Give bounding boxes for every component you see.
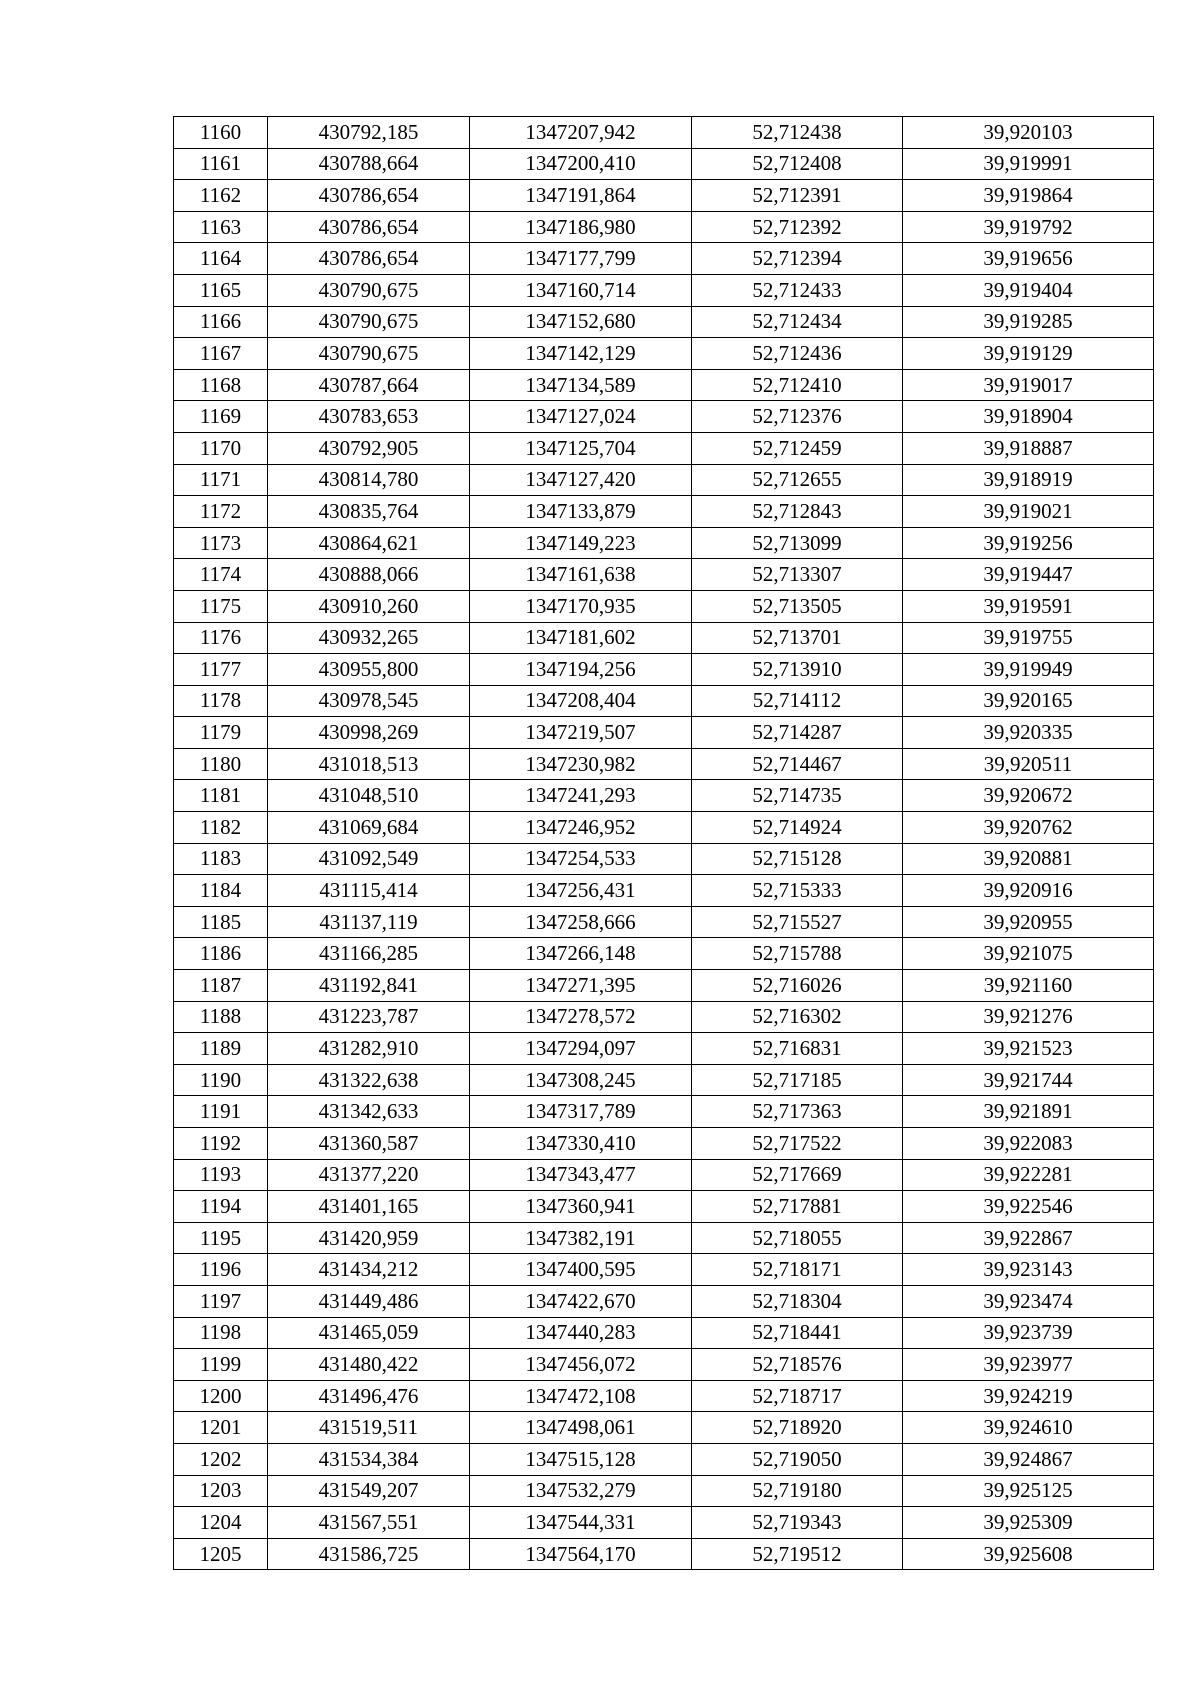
latitude-cell: 52,716026 [692,970,903,1002]
latitude-cell: 52,718055 [692,1222,903,1254]
table-row [174,1507,1154,1539]
x-coordinate-cell: 430788,664 [268,148,470,180]
x-coordinate-cell: 430998,269 [268,717,470,749]
y-coordinate-cell: 1347258,666 [470,906,692,938]
x-coordinate-cell: 431360,587 [268,1128,470,1160]
point-number-cell: 1204 [174,1507,268,1539]
table-row [174,1285,1154,1317]
table-row [174,1349,1154,1381]
table-row [174,1380,1154,1412]
x-coordinate-cell: 430814,780 [268,464,470,496]
x-coordinate-cell: 430910,260 [268,590,470,622]
x-coordinate-cell: 431166,285 [268,938,470,970]
table-row [174,812,1154,844]
y-coordinate-cell: 1347544,331 [470,1507,692,1539]
latitude-cell: 52,718576 [692,1349,903,1381]
longitude-cell: 39,924219 [903,1380,1154,1412]
longitude-cell: 39,920881 [903,843,1154,875]
table-row [174,1412,1154,1444]
point-number-cell: 1192 [174,1128,268,1160]
point-number-cell: 1180 [174,748,268,780]
longitude-cell: 39,922867 [903,1222,1154,1254]
x-coordinate-cell: 431092,549 [268,843,470,875]
x-coordinate-cell: 431496,476 [268,1380,470,1412]
y-coordinate-cell: 1347564,170 [470,1538,692,1570]
point-number-cell: 1173 [174,527,268,559]
latitude-cell: 52,719512 [692,1538,903,1570]
y-coordinate-cell: 1347177,799 [470,243,692,275]
latitude-cell: 52,717669 [692,1159,903,1191]
y-coordinate-cell: 1347498,061 [470,1412,692,1444]
point-number-cell: 1166 [174,306,268,338]
point-number-cell: 1190 [174,1064,268,1096]
latitude-cell: 52,712655 [692,464,903,496]
latitude-cell: 52,712438 [692,117,903,149]
table-row [174,211,1154,243]
table-row [174,1317,1154,1349]
x-coordinate-cell: 431586,725 [268,1538,470,1570]
latitude-cell: 52,715527 [692,906,903,938]
point-number-cell: 1168 [174,369,268,401]
x-coordinate-cell: 431567,551 [268,1507,470,1539]
longitude-cell: 39,924867 [903,1443,1154,1475]
longitude-cell: 39,921523 [903,1033,1154,1065]
x-coordinate-cell: 430792,185 [268,117,470,149]
table-row [174,1191,1154,1223]
longitude-cell: 39,923739 [903,1317,1154,1349]
point-number-cell: 1167 [174,338,268,370]
latitude-cell: 52,714924 [692,812,903,844]
latitude-cell: 52,717522 [692,1128,903,1160]
latitude-cell: 52,715333 [692,875,903,907]
point-number-cell: 1203 [174,1475,268,1507]
longitude-cell: 39,919129 [903,338,1154,370]
latitude-cell: 52,718920 [692,1412,903,1444]
point-number-cell: 1178 [174,685,268,717]
longitude-cell: 39,919256 [903,527,1154,559]
y-coordinate-cell: 1347246,952 [470,812,692,844]
longitude-cell: 39,920511 [903,748,1154,780]
x-coordinate-cell: 431534,384 [268,1443,470,1475]
latitude-cell: 52,718441 [692,1317,903,1349]
x-coordinate-cell: 430955,800 [268,654,470,686]
x-coordinate-cell: 430835,764 [268,496,470,528]
latitude-cell: 52,714735 [692,780,903,812]
y-coordinate-cell: 1347254,533 [470,843,692,875]
point-number-cell: 1165 [174,274,268,306]
longitude-cell: 39,918904 [903,401,1154,433]
x-coordinate-cell: 431282,910 [268,1033,470,1065]
longitude-cell: 39,919021 [903,496,1154,528]
latitude-cell: 52,713099 [692,527,903,559]
longitude-cell: 39,923977 [903,1349,1154,1381]
longitude-cell: 39,923143 [903,1254,1154,1286]
latitude-cell: 52,712433 [692,274,903,306]
y-coordinate-cell: 1347125,704 [470,432,692,464]
point-number-cell: 1193 [174,1159,268,1191]
point-number-cell: 1162 [174,180,268,212]
longitude-cell: 39,921160 [903,970,1154,1002]
x-coordinate-cell: 431519,511 [268,1412,470,1444]
point-number-cell: 1201 [174,1412,268,1444]
y-coordinate-cell: 1347241,293 [470,780,692,812]
longitude-cell: 39,919447 [903,559,1154,591]
x-coordinate-cell: 430787,664 [268,369,470,401]
y-coordinate-cell: 1347230,982 [470,748,692,780]
point-number-cell: 1163 [174,211,268,243]
longitude-cell: 39,919285 [903,306,1154,338]
longitude-cell: 39,922281 [903,1159,1154,1191]
y-coordinate-cell: 1347515,128 [470,1443,692,1475]
x-coordinate-cell: 430786,654 [268,243,470,275]
coordinates-table-body [174,117,1154,1570]
table-row [174,685,1154,717]
latitude-cell: 52,719050 [692,1443,903,1475]
x-coordinate-cell: 431377,220 [268,1159,470,1191]
point-number-cell: 1170 [174,432,268,464]
x-coordinate-cell: 430790,675 [268,306,470,338]
table-row [174,1128,1154,1160]
point-number-cell: 1188 [174,1001,268,1033]
y-coordinate-cell: 1347152,680 [470,306,692,338]
longitude-cell: 39,920103 [903,117,1154,149]
longitude-cell: 39,919864 [903,180,1154,212]
longitude-cell: 39,920165 [903,685,1154,717]
x-coordinate-cell: 430792,905 [268,432,470,464]
x-coordinate-cell: 431420,959 [268,1222,470,1254]
point-number-cell: 1191 [174,1096,268,1128]
table-row [174,369,1154,401]
table-row [174,590,1154,622]
point-number-cell: 1160 [174,117,268,149]
x-coordinate-cell: 431401,165 [268,1191,470,1223]
table-row [174,1443,1154,1475]
y-coordinate-cell: 1347219,507 [470,717,692,749]
point-number-cell: 1177 [174,654,268,686]
table-row [174,148,1154,180]
point-number-cell: 1169 [174,401,268,433]
table-row [174,1033,1154,1065]
y-coordinate-cell: 1347186,980 [470,211,692,243]
table-row [174,559,1154,591]
point-number-cell: 1175 [174,590,268,622]
longitude-cell: 39,919792 [903,211,1154,243]
latitude-cell: 52,713307 [692,559,903,591]
latitude-cell: 52,717881 [692,1191,903,1223]
longitude-cell: 39,924610 [903,1412,1154,1444]
latitude-cell: 52,714467 [692,748,903,780]
point-number-cell: 1172 [174,496,268,528]
table-row [174,1159,1154,1191]
y-coordinate-cell: 1347200,410 [470,148,692,180]
y-coordinate-cell: 1347161,638 [470,559,692,591]
latitude-cell: 52,715788 [692,938,903,970]
table-row [174,780,1154,812]
table-row [174,970,1154,1002]
point-number-cell: 1205 [174,1538,268,1570]
latitude-cell: 52,712392 [692,211,903,243]
y-coordinate-cell: 1347170,935 [470,590,692,622]
longitude-cell: 39,919591 [903,590,1154,622]
table-row [174,1001,1154,1033]
latitude-cell: 52,712436 [692,338,903,370]
longitude-cell: 39,918887 [903,432,1154,464]
x-coordinate-cell: 431449,486 [268,1285,470,1317]
x-coordinate-cell: 430783,653 [268,401,470,433]
x-coordinate-cell: 431192,841 [268,970,470,1002]
point-number-cell: 1194 [174,1191,268,1223]
table-row [174,274,1154,306]
longitude-cell: 39,921744 [903,1064,1154,1096]
table-row [174,1538,1154,1570]
longitude-cell: 39,925309 [903,1507,1154,1539]
table-row [174,1222,1154,1254]
point-number-cell: 1199 [174,1349,268,1381]
y-coordinate-cell: 1347294,097 [470,1033,692,1065]
y-coordinate-cell: 1347149,223 [470,527,692,559]
y-coordinate-cell: 1347271,395 [470,970,692,1002]
x-coordinate-cell: 430978,545 [268,685,470,717]
longitude-cell: 39,922546 [903,1191,1154,1223]
table-row [174,1254,1154,1286]
latitude-cell: 52,719343 [692,1507,903,1539]
point-number-cell: 1171 [174,464,268,496]
longitude-cell: 39,919991 [903,148,1154,180]
table-row [174,117,1154,149]
point-number-cell: 1186 [174,938,268,970]
point-number-cell: 1181 [174,780,268,812]
table-row [174,906,1154,938]
latitude-cell: 52,717185 [692,1064,903,1096]
latitude-cell: 52,716831 [692,1033,903,1065]
point-number-cell: 1196 [174,1254,268,1286]
longitude-cell: 39,921891 [903,1096,1154,1128]
longitude-cell: 39,920335 [903,717,1154,749]
longitude-cell: 39,919755 [903,622,1154,654]
longitude-cell: 39,919656 [903,243,1154,275]
point-number-cell: 1202 [174,1443,268,1475]
x-coordinate-cell: 431480,422 [268,1349,470,1381]
latitude-cell: 52,714112 [692,685,903,717]
point-number-cell: 1164 [174,243,268,275]
latitude-cell: 52,713910 [692,654,903,686]
y-coordinate-cell: 1347317,789 [470,1096,692,1128]
point-number-cell: 1182 [174,812,268,844]
y-coordinate-cell: 1347308,245 [470,1064,692,1096]
latitude-cell: 52,718717 [692,1380,903,1412]
latitude-cell: 52,718304 [692,1285,903,1317]
y-coordinate-cell: 1347422,670 [470,1285,692,1317]
x-coordinate-cell: 431137,119 [268,906,470,938]
table-row [174,243,1154,275]
y-coordinate-cell: 1347127,024 [470,401,692,433]
table-row [174,748,1154,780]
latitude-cell: 52,712391 [692,180,903,212]
table-row [174,401,1154,433]
longitude-cell: 39,925125 [903,1475,1154,1507]
table-row [174,622,1154,654]
y-coordinate-cell: 1347256,431 [470,875,692,907]
longitude-cell: 39,920672 [903,780,1154,812]
latitude-cell: 52,712408 [692,148,903,180]
x-coordinate-cell: 430790,675 [268,338,470,370]
latitude-cell: 52,712376 [692,401,903,433]
table-row [174,306,1154,338]
y-coordinate-cell: 1347160,714 [470,274,692,306]
y-coordinate-cell: 1347194,256 [470,654,692,686]
table-row [174,1475,1154,1507]
longitude-cell: 39,919949 [903,654,1154,686]
y-coordinate-cell: 1347127,420 [470,464,692,496]
x-coordinate-cell: 431223,787 [268,1001,470,1033]
latitude-cell: 52,714287 [692,717,903,749]
y-coordinate-cell: 1347133,879 [470,496,692,528]
x-coordinate-cell: 431465,059 [268,1317,470,1349]
longitude-cell: 39,922083 [903,1128,1154,1160]
y-coordinate-cell: 1347142,129 [470,338,692,370]
latitude-cell: 52,718171 [692,1254,903,1286]
point-number-cell: 1174 [174,559,268,591]
longitude-cell: 39,925608 [903,1538,1154,1570]
point-number-cell: 1187 [174,970,268,1002]
point-number-cell: 1198 [174,1317,268,1349]
longitude-cell: 39,921075 [903,938,1154,970]
x-coordinate-cell: 431115,414 [268,875,470,907]
longitude-cell: 39,920916 [903,875,1154,907]
y-coordinate-cell: 1347456,072 [470,1349,692,1381]
table-row [174,338,1154,370]
latitude-cell: 52,719180 [692,1475,903,1507]
latitude-cell: 52,712459 [692,432,903,464]
y-coordinate-cell: 1347382,191 [470,1222,692,1254]
table-row [174,1096,1154,1128]
y-coordinate-cell: 1347330,410 [470,1128,692,1160]
y-coordinate-cell: 1347360,941 [470,1191,692,1223]
table-row [174,654,1154,686]
y-coordinate-cell: 1347343,477 [470,1159,692,1191]
x-coordinate-cell: 430932,265 [268,622,470,654]
y-coordinate-cell: 1347278,572 [470,1001,692,1033]
x-coordinate-cell: 430864,621 [268,527,470,559]
x-coordinate-cell: 430888,066 [268,559,470,591]
x-coordinate-cell: 431048,510 [268,780,470,812]
longitude-cell: 39,920955 [903,906,1154,938]
coordinates-table [173,116,1154,1570]
y-coordinate-cell: 1347266,148 [470,938,692,970]
table-row [174,938,1154,970]
point-number-cell: 1176 [174,622,268,654]
x-coordinate-cell: 431434,212 [268,1254,470,1286]
table-row [174,843,1154,875]
latitude-cell: 52,712843 [692,496,903,528]
y-coordinate-cell: 1347532,279 [470,1475,692,1507]
latitude-cell: 52,713505 [692,590,903,622]
latitude-cell: 52,717363 [692,1096,903,1128]
table-row [174,875,1154,907]
point-number-cell: 1200 [174,1380,268,1412]
longitude-cell: 39,918919 [903,464,1154,496]
y-coordinate-cell: 1347181,602 [470,622,692,654]
longitude-cell: 39,921276 [903,1001,1154,1033]
point-number-cell: 1184 [174,875,268,907]
x-coordinate-cell: 431018,513 [268,748,470,780]
point-number-cell: 1197 [174,1285,268,1317]
latitude-cell: 52,713701 [692,622,903,654]
point-number-cell: 1179 [174,717,268,749]
latitude-cell: 52,712394 [692,243,903,275]
latitude-cell: 52,712410 [692,369,903,401]
point-number-cell: 1183 [174,843,268,875]
x-coordinate-cell: 430786,654 [268,211,470,243]
y-coordinate-cell: 1347400,595 [470,1254,692,1286]
table-row [174,496,1154,528]
y-coordinate-cell: 1347440,283 [470,1317,692,1349]
x-coordinate-cell: 431549,207 [268,1475,470,1507]
latitude-cell: 52,712434 [692,306,903,338]
y-coordinate-cell: 1347208,404 [470,685,692,717]
y-coordinate-cell: 1347472,108 [470,1380,692,1412]
x-coordinate-cell: 431322,638 [268,1064,470,1096]
x-coordinate-cell: 430790,675 [268,274,470,306]
table-row [174,717,1154,749]
latitude-cell: 52,715128 [692,843,903,875]
longitude-cell: 39,920762 [903,812,1154,844]
table-row [174,180,1154,212]
x-coordinate-cell: 430786,654 [268,180,470,212]
longitude-cell: 39,923474 [903,1285,1154,1317]
y-coordinate-cell: 1347207,942 [470,117,692,149]
x-coordinate-cell: 431069,684 [268,812,470,844]
x-coordinate-cell: 431342,633 [268,1096,470,1128]
point-number-cell: 1189 [174,1033,268,1065]
point-number-cell: 1161 [174,148,268,180]
latitude-cell: 52,716302 [692,1001,903,1033]
point-number-cell: 1195 [174,1222,268,1254]
table-row [174,1064,1154,1096]
longitude-cell: 39,919017 [903,369,1154,401]
y-coordinate-cell: 1347134,589 [470,369,692,401]
point-number-cell: 1185 [174,906,268,938]
y-coordinate-cell: 1347191,864 [470,180,692,212]
table-row [174,527,1154,559]
longitude-cell: 39,919404 [903,274,1154,306]
table-row [174,464,1154,496]
table-row [174,432,1154,464]
